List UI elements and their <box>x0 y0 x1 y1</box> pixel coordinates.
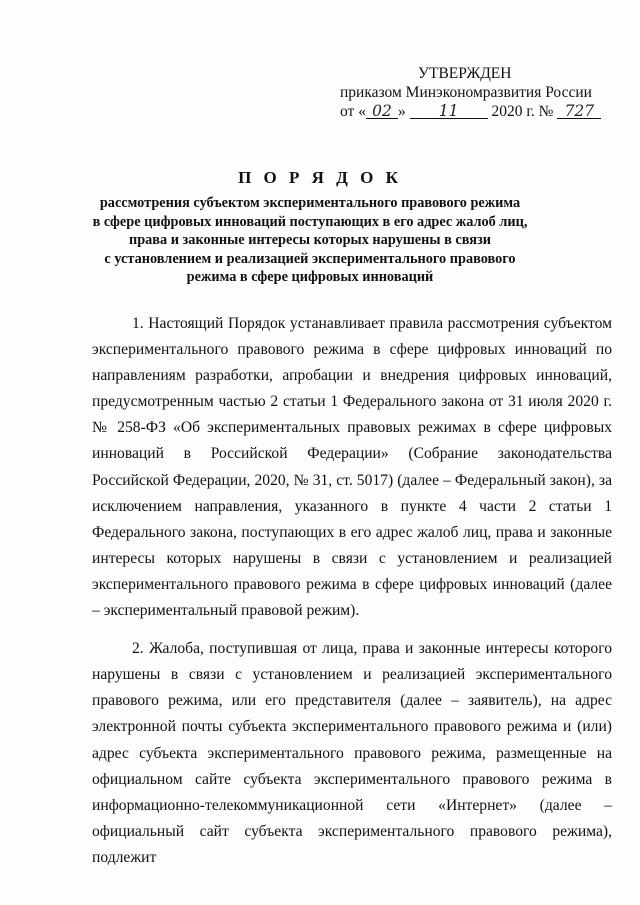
subtitle-line: в сфере цифровых инноваций поступающих в его адрес жалоб лиц, <box>92 213 528 230</box>
year-text: 2020 г. № <box>491 103 554 120</box>
handwritten-day: 02 <box>366 102 398 119</box>
subtitle-line: права и законные интересы которых нарушены в связи <box>128 232 492 248</box>
approval-date-line <box>340 102 610 121</box>
document-body <box>92 311 612 883</box>
approval-title: УТВЕРЖДЕН <box>418 65 512 82</box>
date-mid: » <box>397 103 406 120</box>
paragraph-1: 1. Настоящий Порядок устанавливает правила рассмотрения субъектом экспериментального правового режима в сфере цифровых инноваций по направлениям разработки, апробации и внедрения цифровых инноваций, предусмотренным частью 2 статьи 1 Федерального закона от 31 июля 2020 г. № 258-ФЗ «Об экспериментальных правовых режимах в сфере цифровых инноваций в Российской Федерации» (Собрание законодательства Российской Федерации, 2020, № 31, ст. 5017) (далее – Федеральный закон), за исключением направления, указанного в пункте 4 части 2 статьи 1 Федерального закона, поступающих в его адрес жалоб лиц, права и законные интересы которых нарушены в связи с установлением и реализацией экспериментального правового режима в сфере цифровых инноваций (далее – экспериментальный правовой режим). <box>92 315 612 620</box>
approval-block <box>340 64 610 121</box>
approval-order-text: приказом Минэкономразвития России <box>340 84 592 101</box>
date-prefix: от « <box>340 103 366 120</box>
paragraph-2: 2. Жалоба, поступившая от лица, права и законные интересы которого нарушены в связи с установлением и реализацией экспериментального правового режима, или его представителя (далее – заявитель), на адрес электронной почты субъекта экспериментального правового режима и (или) адрес субъекта экспериментального правового режима, размещенные на официальном сайте субъекта экспериментального правового режима в информационно-телекоммуникационной сети «Интернет» (далее – официальный сайт субъекта экспериментального правового режима), подлежит <box>92 640 612 866</box>
subtitle-line: рассмотрения субъектом экспериментального правового режима <box>99 195 521 211</box>
handwritten-month: 11 <box>410 102 488 119</box>
subtitle-line: режима в сфере цифровых инноваций <box>186 269 434 285</box>
document-subtitle <box>90 194 530 287</box>
handwritten-order-number: 727 <box>557 102 601 119</box>
document-title: П О Р Я Д О К <box>238 168 402 187</box>
subtitle-line: с установлением и реализацией экспериментального правового <box>104 250 516 267</box>
